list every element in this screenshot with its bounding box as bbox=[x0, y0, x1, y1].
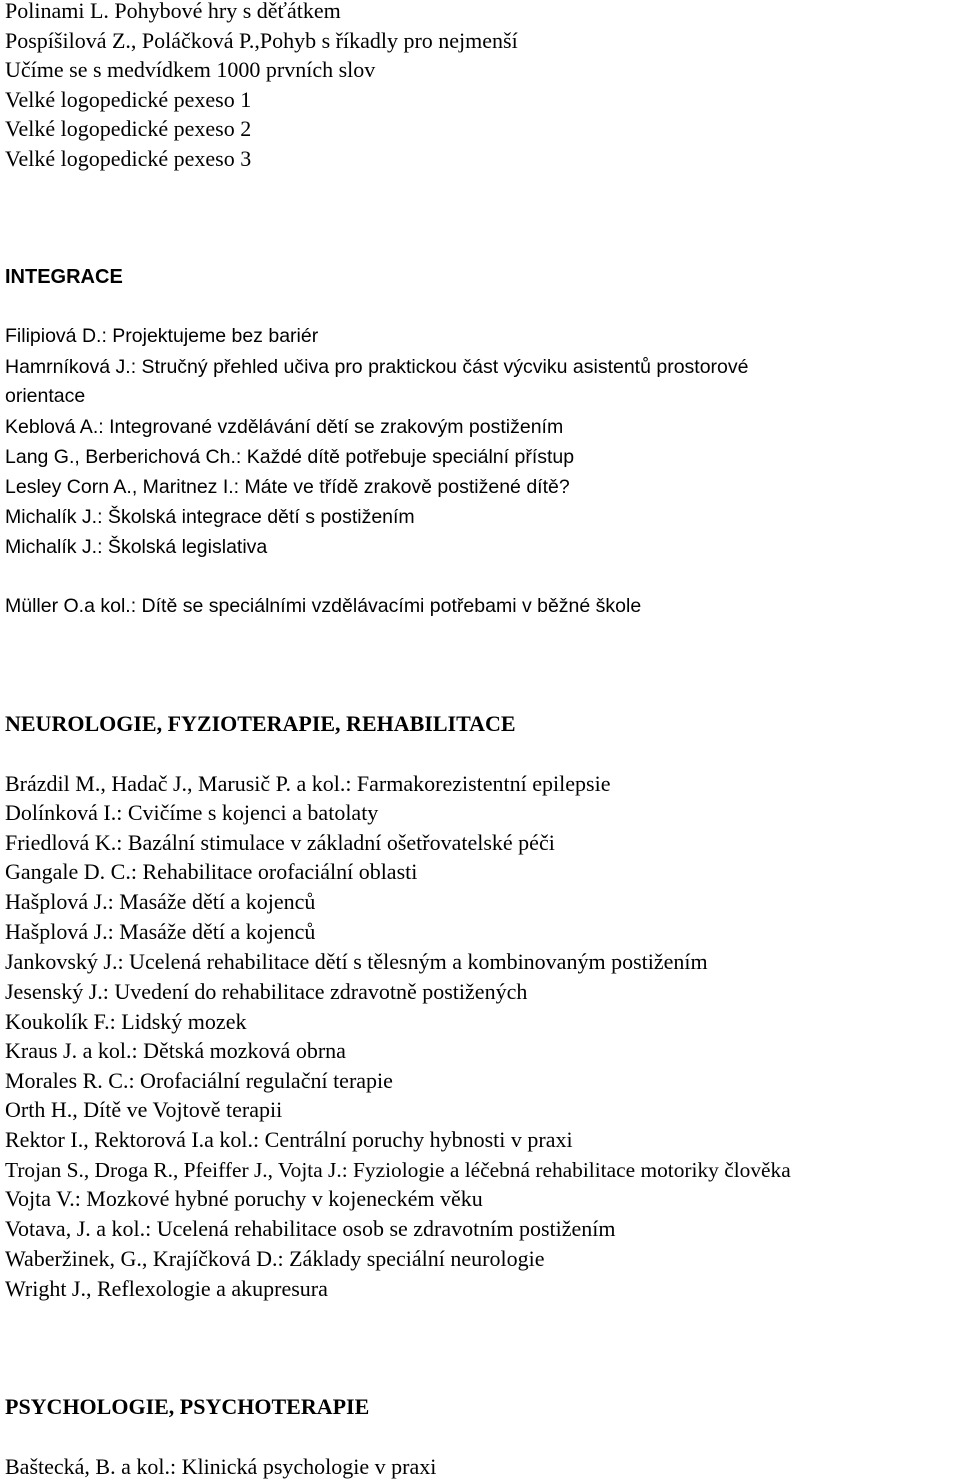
book-entry: Lesley Corn A., Maritnez I.: Máte ve třídě zrakově postižené dítě? bbox=[5, 476, 570, 498]
book-entry: Jesenský J.: Uvedení do rehabilitace zdravotně postižených bbox=[5, 979, 528, 1004]
book-entry: Velké logopedické pexeso 2 bbox=[5, 116, 252, 141]
book-entry: Filipiová D.: Projektujeme bez bariér bbox=[5, 325, 319, 347]
book-entry: Gangale D. C.: Rehabilitace orofaciální oblasti bbox=[5, 859, 418, 884]
book-entry: Učíme se s medvídkem 1000 prvních slov bbox=[5, 57, 376, 82]
book-entry: Koukolík F.: Lidský mozek bbox=[5, 1009, 247, 1034]
book-entry: Rektor I., Rektorová I.a kol.: Centrální poruchy hybnosti v praxi bbox=[5, 1127, 573, 1152]
book-entry: Jankovský J.: Ucelená rehabilitace dětí s tělesným a kombinovaným postižením bbox=[5, 949, 708, 974]
book-entry: Wright J., Reflexologie a akupresura bbox=[5, 1276, 328, 1301]
book-entry: Hašplová J.: Masáže dětí a kojenců bbox=[5, 889, 316, 914]
book-entry: Trojan S., Droga R., Pfeiffer J., Vojta J.: Fyziologie a léčebná rehabilitace motoriky člověka bbox=[5, 1158, 791, 1182]
book-entry: Keblová A.: Integrované vzdělávání dětí se zrakovým postižením bbox=[5, 416, 564, 438]
book-entry: Friedlová K.: Bazální stimulace v základní ošetřovatelské péči bbox=[5, 830, 555, 855]
book-entry: Müller O.a kol.: Dítě se speciálními vzdělávacími potřebami v běžné škole bbox=[5, 595, 642, 617]
book-entry: Dolínková I.: Cvičíme s kojenci a batolaty bbox=[5, 800, 379, 825]
book-entry: Hamrníková J.: Stručný přehled učiva pro praktickou část výcviku asistentů prostorové bbox=[5, 356, 749, 378]
book-entry: Velké logopedické pexeso 3 bbox=[5, 146, 252, 171]
book-entry: Votava, J. a kol.: Ucelená rehabilitace osob se zdravotním postižením bbox=[5, 1216, 616, 1241]
book-entry: Vojta V.: Mozkové hybné poruchy v kojeneckém věku bbox=[5, 1186, 483, 1211]
book-entry-continuation: orientace bbox=[5, 385, 86, 407]
book-entry: Orth H., Dítě ve Vojtově terapii bbox=[5, 1097, 283, 1122]
book-entry: Pospíšilová Z., Poláčková P.,Pohyb s říkadly pro nejmenší bbox=[5, 28, 518, 53]
section-heading-neurologie: NEUROLOGIE, FYZIOTERAPIE, REHABILITACE bbox=[5, 711, 516, 736]
book-entry: Michalík J.: Školská legislativa bbox=[5, 536, 268, 558]
book-entry: Polinami L. Pohybové hry s děťátkem bbox=[5, 0, 341, 23]
section-heading-integrace: INTEGRACE bbox=[5, 266, 123, 288]
book-entry: Lang G., Berberichová Ch.: Každé dítě potřebuje speciální přístup bbox=[5, 446, 575, 468]
book-entry: Hašplová J.: Masáže dětí a kojenců bbox=[5, 919, 316, 944]
book-entry: Michalík J.: Školská integrace dětí s postižením bbox=[5, 506, 415, 528]
book-entry: Waberžinek, G., Krajíčková D.: Základy speciální neurologie bbox=[5, 1246, 545, 1271]
section-heading-psychologie: PSYCHOLOGIE, PSYCHOTERAPIE bbox=[5, 1394, 370, 1419]
book-entry: Morales R. C.: Orofaciální regulační terapie bbox=[5, 1068, 393, 1093]
book-entry: Velké logopedické pexeso 1 bbox=[5, 87, 252, 112]
book-entry: Baštecká, B. a kol.: Klinická psychologie v praxi bbox=[5, 1454, 437, 1479]
book-entry: Brázdil M., Hadač J., Marusič P. a kol.: Farmakorezistentní epilepsie bbox=[5, 771, 611, 796]
book-entry: Kraus J. a kol.: Dětská mozková obrna bbox=[5, 1038, 346, 1063]
